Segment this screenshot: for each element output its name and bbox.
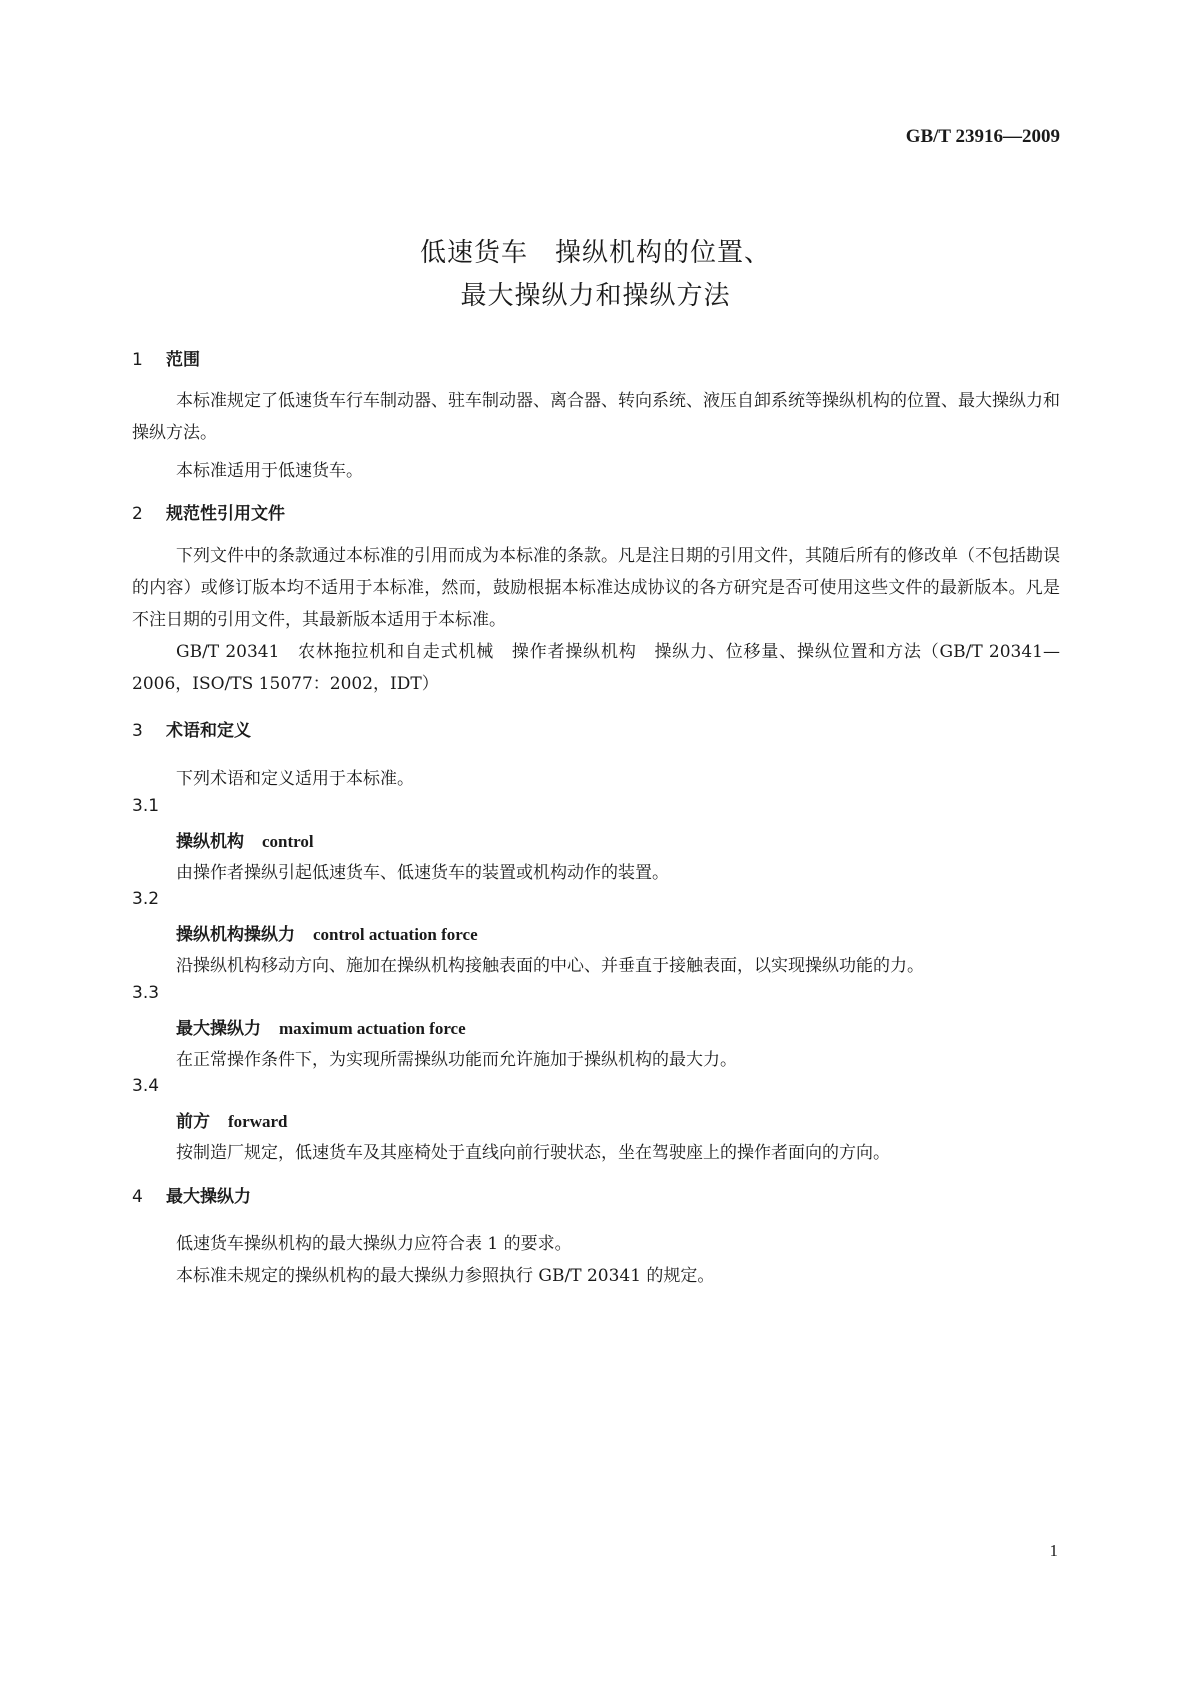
section-number: 2: [132, 504, 143, 524]
section-title: 规范性引用文件: [166, 504, 285, 524]
term-zh: 操纵机构: [176, 832, 244, 852]
term-zh: 操纵机构操纵力: [176, 925, 295, 945]
document-title-line2: 最大操纵力和操纵方法: [460, 281, 731, 311]
references-paragraph-1: 下列文件中的条款通过本标准的引用而成为本标准的条款。凡是注日期的引用文件，其随后所有的修改单（不包括勘误的内容）或修订版本均不适用于本标准，然而，鼓励根据本标准达成协议的各方研究是否可使用这些文件的最新版本。凡是不注日期的引用文件，其最新版本适用于本标准。: [132, 546, 1060, 630]
term-number: 3.2: [132, 889, 160, 909]
scope-paragraph-1: 本标准规定了低速货车行车制动器、驻车制动器、离合器、转向系统、液压自卸系统等操纵机构的位置、最大操纵力和操纵方法。: [132, 391, 1060, 443]
term-zh: 前方: [176, 1112, 210, 1132]
term-en: control: [262, 832, 314, 851]
term-heading: [176, 1107, 287, 1132]
standard-code: GB/T 23916—2009: [905, 126, 1060, 147]
section-heading-normative-references: [132, 499, 285, 524]
term-definition: 按制造厂规定，低速货车及其座椅处于直线向前行驶状态，坐在驾驶座上的操作者面向的方向。: [176, 1143, 890, 1163]
term-en: control actuation force: [313, 925, 478, 944]
term-number: 3.3: [132, 983, 160, 1003]
term-heading: [176, 1014, 466, 1039]
term-heading: [176, 827, 314, 852]
document-title-line1: 低速货车 操纵机构的位置、: [419, 238, 771, 268]
section-number: 3: [132, 721, 143, 741]
term-definition: 沿操纵机构移动方向、施加在操纵机构接触表面的中心、并垂直于接触表面，以实现操纵功能的力。: [176, 956, 924, 976]
section-heading-terms: [132, 716, 251, 741]
term-definition: 在正常操作条件下，为实现所需操纵功能而允许施加于操纵机构的最大力。: [176, 1050, 737, 1070]
max-force-paragraph-2: 本标准未规定的操纵机构的最大操纵力参照执行 GB/T 20341 的规定。: [176, 1266, 715, 1286]
term-number: 3.4: [132, 1076, 160, 1096]
section-heading-scope: [132, 345, 200, 370]
section-heading-max-force: [132, 1182, 251, 1207]
section-title: 术语和定义: [166, 721, 251, 741]
term-en: maximum actuation force: [279, 1019, 466, 1038]
term-en: forward: [228, 1112, 288, 1131]
scope-paragraph-2: 本标准适用于低速货车。: [176, 461, 363, 481]
term-number: 3.1: [132, 796, 160, 816]
terms-intro: 下列术语和定义适用于本标准。: [176, 769, 414, 789]
section-number: 4: [132, 1187, 143, 1207]
references-paragraph-2: GB/T 20341 农林拖拉机和自走式机械 操作者操纵机构 操纵力、位移量、操纵位置和方法（GB/T 20341—2006，ISO/TS 15077：2002，IDT）: [132, 642, 1060, 694]
section-number: 1: [132, 350, 143, 370]
term-heading: [176, 920, 478, 945]
max-force-paragraph-1: 低速货车操纵机构的最大操纵力应符合表 1 的要求。: [176, 1234, 572, 1254]
term-zh: 最大操纵力: [176, 1019, 261, 1039]
section-title: 范围: [166, 350, 200, 370]
term-definition: 由操作者操纵引起低速货车、低速货车的装置或机构动作的装置。: [176, 863, 669, 883]
section-title: 最大操纵力: [166, 1187, 251, 1207]
page-number: 1: [1049, 1541, 1058, 1560]
